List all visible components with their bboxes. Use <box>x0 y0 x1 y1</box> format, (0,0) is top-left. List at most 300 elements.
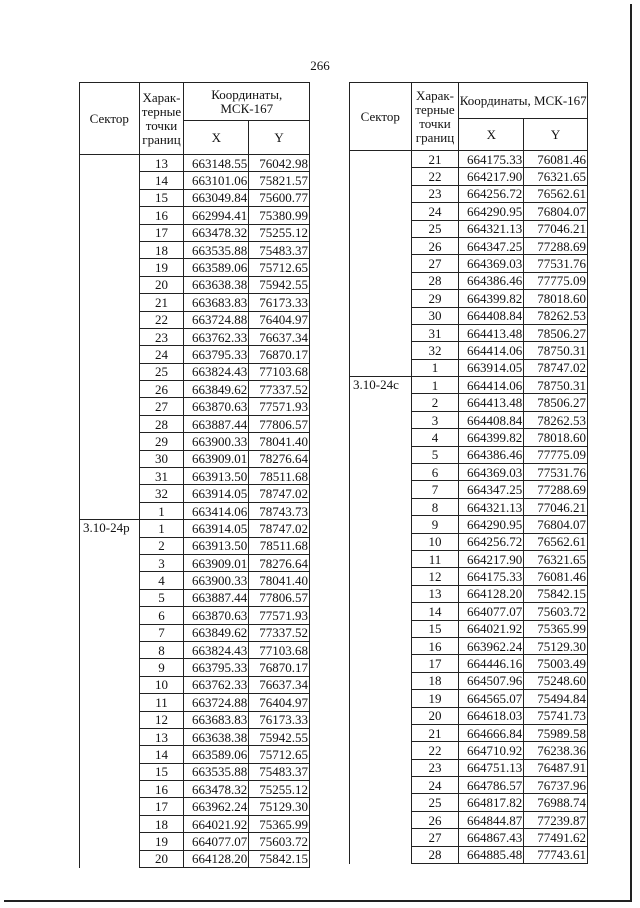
sector-cell <box>350 411 412 428</box>
table-row <box>80 381 310 398</box>
y-coordinate-cell: 75255.12 <box>249 224 310 241</box>
y-coordinate-cell: 75989.58 <box>524 724 588 741</box>
table-row <box>350 759 588 776</box>
y-coordinate-cell: 77531.76 <box>524 255 588 272</box>
header-coordinates: Координаты, МСК-167 <box>184 83 310 121</box>
x-coordinate-cell: 664369.03 <box>459 255 524 272</box>
x-coordinate-cell: 664666.84 <box>459 724 524 741</box>
y-coordinate-cell: 75712.65 <box>249 746 310 763</box>
table-row <box>350 359 588 376</box>
sector-cell <box>350 429 412 446</box>
table-row <box>80 485 310 502</box>
point-number-cell: 7 <box>411 481 459 498</box>
x-coordinate-cell: 664507.96 <box>459 672 524 689</box>
y-coordinate-cell: 75248.60 <box>524 672 588 689</box>
sector-cell <box>80 276 140 293</box>
table-row <box>80 624 310 641</box>
sector-cell <box>80 781 140 798</box>
point-number-cell: 24 <box>139 346 184 363</box>
y-coordinate-cell: 78262.53 <box>524 307 588 324</box>
coordinates-table-left <box>79 82 310 868</box>
table-row <box>80 763 310 780</box>
table-row <box>350 481 588 498</box>
point-number-cell: 1 <box>411 359 459 376</box>
sector-cell <box>80 502 140 519</box>
x-coordinate-cell: 663824.43 <box>184 641 249 658</box>
x-coordinate-cell: 663962.24 <box>184 798 249 815</box>
table-row <box>350 220 588 237</box>
header-sector: Сектор <box>80 83 140 155</box>
x-coordinate-cell: 663824.43 <box>184 363 249 380</box>
x-coordinate-cell: 664386.46 <box>459 272 524 289</box>
point-number-cell: 5 <box>139 589 184 606</box>
point-number-cell: 6 <box>139 607 184 624</box>
point-number-cell: 22 <box>411 168 459 185</box>
point-number-cell: 16 <box>139 781 184 798</box>
x-coordinate-cell: 664565.07 <box>459 690 524 707</box>
sector-cell <box>80 346 140 363</box>
y-coordinate-cell: 75003.49 <box>524 655 588 672</box>
table-row <box>80 694 310 711</box>
sector-cell <box>80 311 140 328</box>
table-row <box>350 255 588 272</box>
sector-cell <box>80 328 140 345</box>
y-coordinate-cell: 75255.12 <box>249 781 310 798</box>
point-number-cell: 13 <box>139 155 184 172</box>
x-coordinate-cell: 663049.84 <box>184 189 249 206</box>
point-number-cell: 4 <box>139 572 184 589</box>
table-row <box>80 155 310 172</box>
y-coordinate-cell: 76404.97 <box>249 694 310 711</box>
sector-cell <box>350 533 412 550</box>
sector-cell <box>80 833 140 850</box>
y-coordinate-cell: 76870.17 <box>249 346 310 363</box>
table-row <box>350 429 588 446</box>
sector-cell <box>350 585 412 602</box>
sector-cell <box>350 203 412 220</box>
x-coordinate-cell: 664175.33 <box>459 568 524 585</box>
point-number-cell: 12 <box>139 711 184 728</box>
sector-cell <box>350 707 412 724</box>
x-coordinate-cell: 663478.32 <box>184 781 249 798</box>
table-row <box>80 520 310 537</box>
y-coordinate-cell: 78276.64 <box>249 554 310 571</box>
y-coordinate-cell: 75494.84 <box>524 690 588 707</box>
sector-cell <box>350 655 412 672</box>
point-number-cell: 10 <box>411 533 459 550</box>
x-coordinate-cell: 664817.82 <box>459 794 524 811</box>
point-number-cell: 17 <box>139 224 184 241</box>
table-row <box>350 237 588 254</box>
sector-cell <box>80 676 140 693</box>
y-coordinate-cell: 75842.15 <box>524 585 588 602</box>
point-number-cell: 25 <box>411 794 459 811</box>
x-coordinate-cell: 664128.20 <box>184 850 249 867</box>
table-row <box>350 585 588 602</box>
sector-cell <box>80 172 140 189</box>
point-number-cell: 16 <box>411 637 459 654</box>
x-coordinate-cell: 664413.48 <box>459 324 524 341</box>
sector-cell <box>350 637 412 654</box>
table-row <box>80 398 310 415</box>
y-coordinate-cell: 75129.30 <box>249 798 310 815</box>
point-number-cell: 27 <box>411 829 459 846</box>
y-coordinate-cell: 78276.64 <box>249 450 310 467</box>
table-row <box>80 502 310 519</box>
x-coordinate-cell: 663724.88 <box>184 311 249 328</box>
sector-cell <box>80 798 140 815</box>
y-coordinate-cell: 76637.34 <box>249 676 310 693</box>
point-number-cell: 14 <box>139 172 184 189</box>
x-coordinate-cell: 663589.06 <box>184 746 249 763</box>
x-coordinate-cell: 663414.06 <box>184 502 249 519</box>
sector-cell <box>80 363 140 380</box>
sector-cell <box>80 207 140 224</box>
table-row <box>350 411 588 428</box>
point-number-cell: 2 <box>411 394 459 411</box>
sector-cell <box>80 572 140 589</box>
header-y: Y <box>249 121 310 155</box>
point-number-cell: 23 <box>139 328 184 345</box>
point-number-cell: 21 <box>139 294 184 311</box>
x-coordinate-cell: 663478.32 <box>184 224 249 241</box>
sector-cell <box>350 185 412 202</box>
point-number-cell: 13 <box>139 728 184 745</box>
header-y: Y <box>524 119 588 151</box>
y-coordinate-cell: 75129.30 <box>524 637 588 654</box>
table-row <box>80 850 310 867</box>
table-row <box>350 637 588 654</box>
y-coordinate-cell: 76988.74 <box>524 794 588 811</box>
x-coordinate-cell: 664256.72 <box>459 533 524 550</box>
x-coordinate-cell: 664290.95 <box>459 516 524 533</box>
table-row <box>350 498 588 515</box>
point-number-cell: 24 <box>411 777 459 794</box>
x-coordinate-cell: 663870.63 <box>184 398 249 415</box>
x-coordinate-cell: 664128.20 <box>459 585 524 602</box>
y-coordinate-cell: 77775.09 <box>524 446 588 463</box>
y-coordinate-cell: 75365.99 <box>524 620 588 637</box>
table-row <box>80 746 310 763</box>
x-coordinate-cell: 663724.88 <box>184 694 249 711</box>
x-coordinate-cell: 663913.50 <box>184 537 249 554</box>
sector-cell <box>350 394 412 411</box>
point-number-cell: 9 <box>411 516 459 533</box>
sector-cell <box>80 224 140 241</box>
sector-cell <box>350 307 412 324</box>
point-number-cell: 28 <box>411 846 459 863</box>
sector-cell <box>350 724 412 741</box>
point-number-cell: 20 <box>411 707 459 724</box>
point-number-cell: 30 <box>139 450 184 467</box>
y-coordinate-cell: 76081.46 <box>524 151 588 168</box>
point-number-cell: 16 <box>139 207 184 224</box>
sector-cell <box>350 359 412 376</box>
x-coordinate-cell: 664217.90 <box>459 550 524 567</box>
x-coordinate-cell: 663795.33 <box>184 659 249 676</box>
point-number-cell: 10 <box>139 676 184 693</box>
sector-cell <box>80 259 140 276</box>
point-number-cell: 1 <box>139 502 184 519</box>
x-coordinate-cell: 663913.50 <box>184 468 249 485</box>
table-row <box>80 189 310 206</box>
y-coordinate-cell: 76321.65 <box>524 168 588 185</box>
page-number: 266 <box>310 58 330 73</box>
y-coordinate-cell: 78041.40 <box>249 433 310 450</box>
x-coordinate-cell: 663887.44 <box>184 415 249 432</box>
table-row <box>350 185 588 202</box>
point-number-cell: 19 <box>139 833 184 850</box>
point-number-cell: 28 <box>411 272 459 289</box>
sector-cell <box>80 728 140 745</box>
sector-cell <box>350 516 412 533</box>
sector-cell <box>350 620 412 637</box>
point-number-cell: 32 <box>139 485 184 502</box>
sector-cell <box>350 829 412 846</box>
table-row <box>80 711 310 728</box>
point-number-cell: 28 <box>139 415 184 432</box>
x-coordinate-cell: 663914.05 <box>184 520 249 537</box>
table-row <box>80 276 310 293</box>
x-coordinate-cell: 664786.57 <box>459 777 524 794</box>
table-row <box>350 168 588 185</box>
x-coordinate-cell: 664414.06 <box>459 342 524 359</box>
sector-cell <box>80 659 140 676</box>
sector-cell <box>80 554 140 571</box>
y-coordinate-cell: 78262.53 <box>524 411 588 428</box>
y-coordinate-cell: 78750.31 <box>524 342 588 359</box>
table-row <box>80 728 310 745</box>
y-coordinate-cell: 77491.62 <box>524 829 588 846</box>
x-coordinate-cell: 664885.48 <box>459 846 524 863</box>
point-number-cell: 30 <box>411 307 459 324</box>
y-coordinate-cell: 78506.27 <box>524 324 588 341</box>
table-row <box>80 224 310 241</box>
y-coordinate-cell: 77743.61 <box>524 846 588 863</box>
point-number-cell: 25 <box>411 220 459 237</box>
point-number-cell: 23 <box>411 759 459 776</box>
x-coordinate-cell: 663148.55 <box>184 155 249 172</box>
point-number-cell: 8 <box>411 498 459 515</box>
y-coordinate-cell: 76404.97 <box>249 311 310 328</box>
table-row <box>350 846 588 863</box>
sector-cell <box>80 241 140 258</box>
y-coordinate-cell: 76173.33 <box>249 711 310 728</box>
table-row <box>350 307 588 324</box>
sector-cell <box>350 290 412 307</box>
point-number-cell: 18 <box>411 672 459 689</box>
point-number-cell: 27 <box>411 255 459 272</box>
y-coordinate-cell: 78041.40 <box>249 572 310 589</box>
y-coordinate-cell: 77531.76 <box>524 464 588 481</box>
x-coordinate-cell: 663683.83 <box>184 711 249 728</box>
point-number-cell: 12 <box>411 568 459 585</box>
point-number-cell: 22 <box>411 742 459 759</box>
x-coordinate-cell: 664021.92 <box>184 815 249 832</box>
x-coordinate-cell: 663887.44 <box>184 589 249 606</box>
y-coordinate-cell: 76804.07 <box>524 516 588 533</box>
x-coordinate-cell: 664175.33 <box>459 151 524 168</box>
y-coordinate-cell: 77337.52 <box>249 381 310 398</box>
point-number-cell: 22 <box>139 311 184 328</box>
point-number-cell: 11 <box>139 694 184 711</box>
x-coordinate-cell: 664399.82 <box>459 429 524 446</box>
sector-cell <box>350 742 412 759</box>
point-number-cell: 13 <box>411 585 459 602</box>
point-number-cell: 20 <box>139 276 184 293</box>
x-coordinate-cell: 664446.16 <box>459 655 524 672</box>
table-row <box>350 550 588 567</box>
point-number-cell: 9 <box>139 659 184 676</box>
sector-cell <box>350 846 412 863</box>
y-coordinate-cell: 75942.55 <box>249 276 310 293</box>
y-coordinate-cell: 78506.27 <box>524 394 588 411</box>
x-coordinate-cell: 663535.88 <box>184 241 249 258</box>
sector-cell: 3.10-24с <box>350 377 412 394</box>
table-row <box>80 589 310 606</box>
header-x: X <box>459 119 524 151</box>
x-coordinate-cell: 664347.25 <box>459 481 524 498</box>
y-coordinate-cell: 75483.37 <box>249 241 310 258</box>
y-coordinate-cell: 76042.98 <box>249 155 310 172</box>
point-number-cell: 27 <box>139 398 184 415</box>
x-coordinate-cell: 663849.62 <box>184 624 249 641</box>
table-row <box>80 433 310 450</box>
y-coordinate-cell: 76562.61 <box>524 533 588 550</box>
sector-cell <box>80 694 140 711</box>
x-coordinate-cell: 663795.33 <box>184 346 249 363</box>
point-number-cell: 2 <box>139 537 184 554</box>
point-number-cell: 1 <box>139 520 184 537</box>
sector-cell <box>350 550 412 567</box>
y-coordinate-cell: 75842.15 <box>249 850 310 867</box>
sector-cell <box>350 568 412 585</box>
point-number-cell: 15 <box>139 189 184 206</box>
x-coordinate-cell: 663762.33 <box>184 676 249 693</box>
x-coordinate-cell: 664077.07 <box>184 833 249 850</box>
table-row <box>80 798 310 815</box>
sector-cell <box>350 464 412 481</box>
y-coordinate-cell: 76081.46 <box>524 568 588 585</box>
sector-cell <box>80 624 140 641</box>
point-number-cell: 23 <box>411 185 459 202</box>
sector-cell <box>350 324 412 341</box>
table-row <box>80 346 310 363</box>
x-coordinate-cell: 662994.41 <box>184 207 249 224</box>
table-row <box>350 690 588 707</box>
header-sector: Сектор <box>350 83 412 151</box>
x-coordinate-cell: 664710.92 <box>459 742 524 759</box>
y-coordinate-cell: 75483.37 <box>249 763 310 780</box>
point-number-cell: 14 <box>411 603 459 620</box>
y-coordinate-cell: 77046.21 <box>524 498 588 515</box>
y-coordinate-cell: 76637.34 <box>249 328 310 345</box>
table-row <box>80 815 310 832</box>
sector-cell <box>350 237 412 254</box>
y-coordinate-cell: 75712.65 <box>249 259 310 276</box>
x-coordinate-cell: 664290.95 <box>459 203 524 220</box>
point-number-cell: 21 <box>411 724 459 741</box>
y-coordinate-cell: 78018.60 <box>524 290 588 307</box>
table-row <box>80 363 310 380</box>
sector-cell <box>80 537 140 554</box>
point-number-cell: 24 <box>411 203 459 220</box>
y-coordinate-cell: 78747.02 <box>249 520 310 537</box>
table-row <box>80 659 310 676</box>
y-coordinate-cell: 77571.93 <box>249 607 310 624</box>
x-coordinate-cell: 663101.06 <box>184 172 249 189</box>
sector-cell <box>80 294 140 311</box>
y-coordinate-cell: 77806.57 <box>249 589 310 606</box>
table-row <box>350 151 588 168</box>
x-coordinate-cell: 663762.33 <box>184 328 249 345</box>
sector-cell <box>80 607 140 624</box>
y-coordinate-cell: 76562.61 <box>524 185 588 202</box>
point-number-cell: 8 <box>139 641 184 658</box>
table-row <box>80 259 310 276</box>
y-coordinate-cell: 75603.72 <box>249 833 310 850</box>
x-coordinate-cell: 664867.43 <box>459 829 524 846</box>
y-coordinate-cell: 76870.17 <box>249 659 310 676</box>
x-coordinate-cell: 663900.33 <box>184 433 249 450</box>
point-number-cell: 7 <box>139 624 184 641</box>
table-row <box>350 203 588 220</box>
header-x: X <box>184 121 249 155</box>
sector-cell <box>80 189 140 206</box>
sector-cell <box>350 794 412 811</box>
coordinates-table-right <box>349 82 588 864</box>
header-points: Харак-терные точки границ <box>139 83 184 155</box>
y-coordinate-cell: 78018.60 <box>524 429 588 446</box>
point-number-cell: 19 <box>411 690 459 707</box>
table-row <box>350 464 588 481</box>
point-number-cell: 17 <box>139 798 184 815</box>
x-coordinate-cell: 663900.33 <box>184 572 249 589</box>
point-number-cell: 15 <box>411 620 459 637</box>
sector-cell <box>80 711 140 728</box>
table-row <box>350 342 588 359</box>
y-coordinate-cell: 76173.33 <box>249 294 310 311</box>
x-coordinate-cell: 663849.62 <box>184 381 249 398</box>
table-row <box>80 294 310 311</box>
point-number-cell: 17 <box>411 655 459 672</box>
sector-cell <box>350 690 412 707</box>
point-number-cell: 4 <box>411 429 459 446</box>
sector-cell <box>80 155 140 172</box>
x-coordinate-cell: 664347.25 <box>459 237 524 254</box>
table-row <box>350 672 588 689</box>
x-coordinate-cell: 664408.84 <box>459 411 524 428</box>
sector-cell <box>350 759 412 776</box>
sector-cell <box>80 815 140 832</box>
x-coordinate-cell: 664751.13 <box>459 759 524 776</box>
table-row <box>80 311 310 328</box>
x-coordinate-cell: 664217.90 <box>459 168 524 185</box>
table-row <box>350 707 588 724</box>
table-row <box>80 572 310 589</box>
x-coordinate-cell: 664408.84 <box>459 307 524 324</box>
point-number-cell: 32 <box>411 342 459 359</box>
point-number-cell: 15 <box>139 763 184 780</box>
point-number-cell: 3 <box>411 411 459 428</box>
table-row <box>350 324 588 341</box>
sector-cell <box>350 672 412 689</box>
point-number-cell: 11 <box>411 550 459 567</box>
sector-cell <box>80 450 140 467</box>
sector-cell <box>80 415 140 432</box>
table-row <box>350 794 588 811</box>
x-coordinate-cell: 664256.72 <box>459 185 524 202</box>
